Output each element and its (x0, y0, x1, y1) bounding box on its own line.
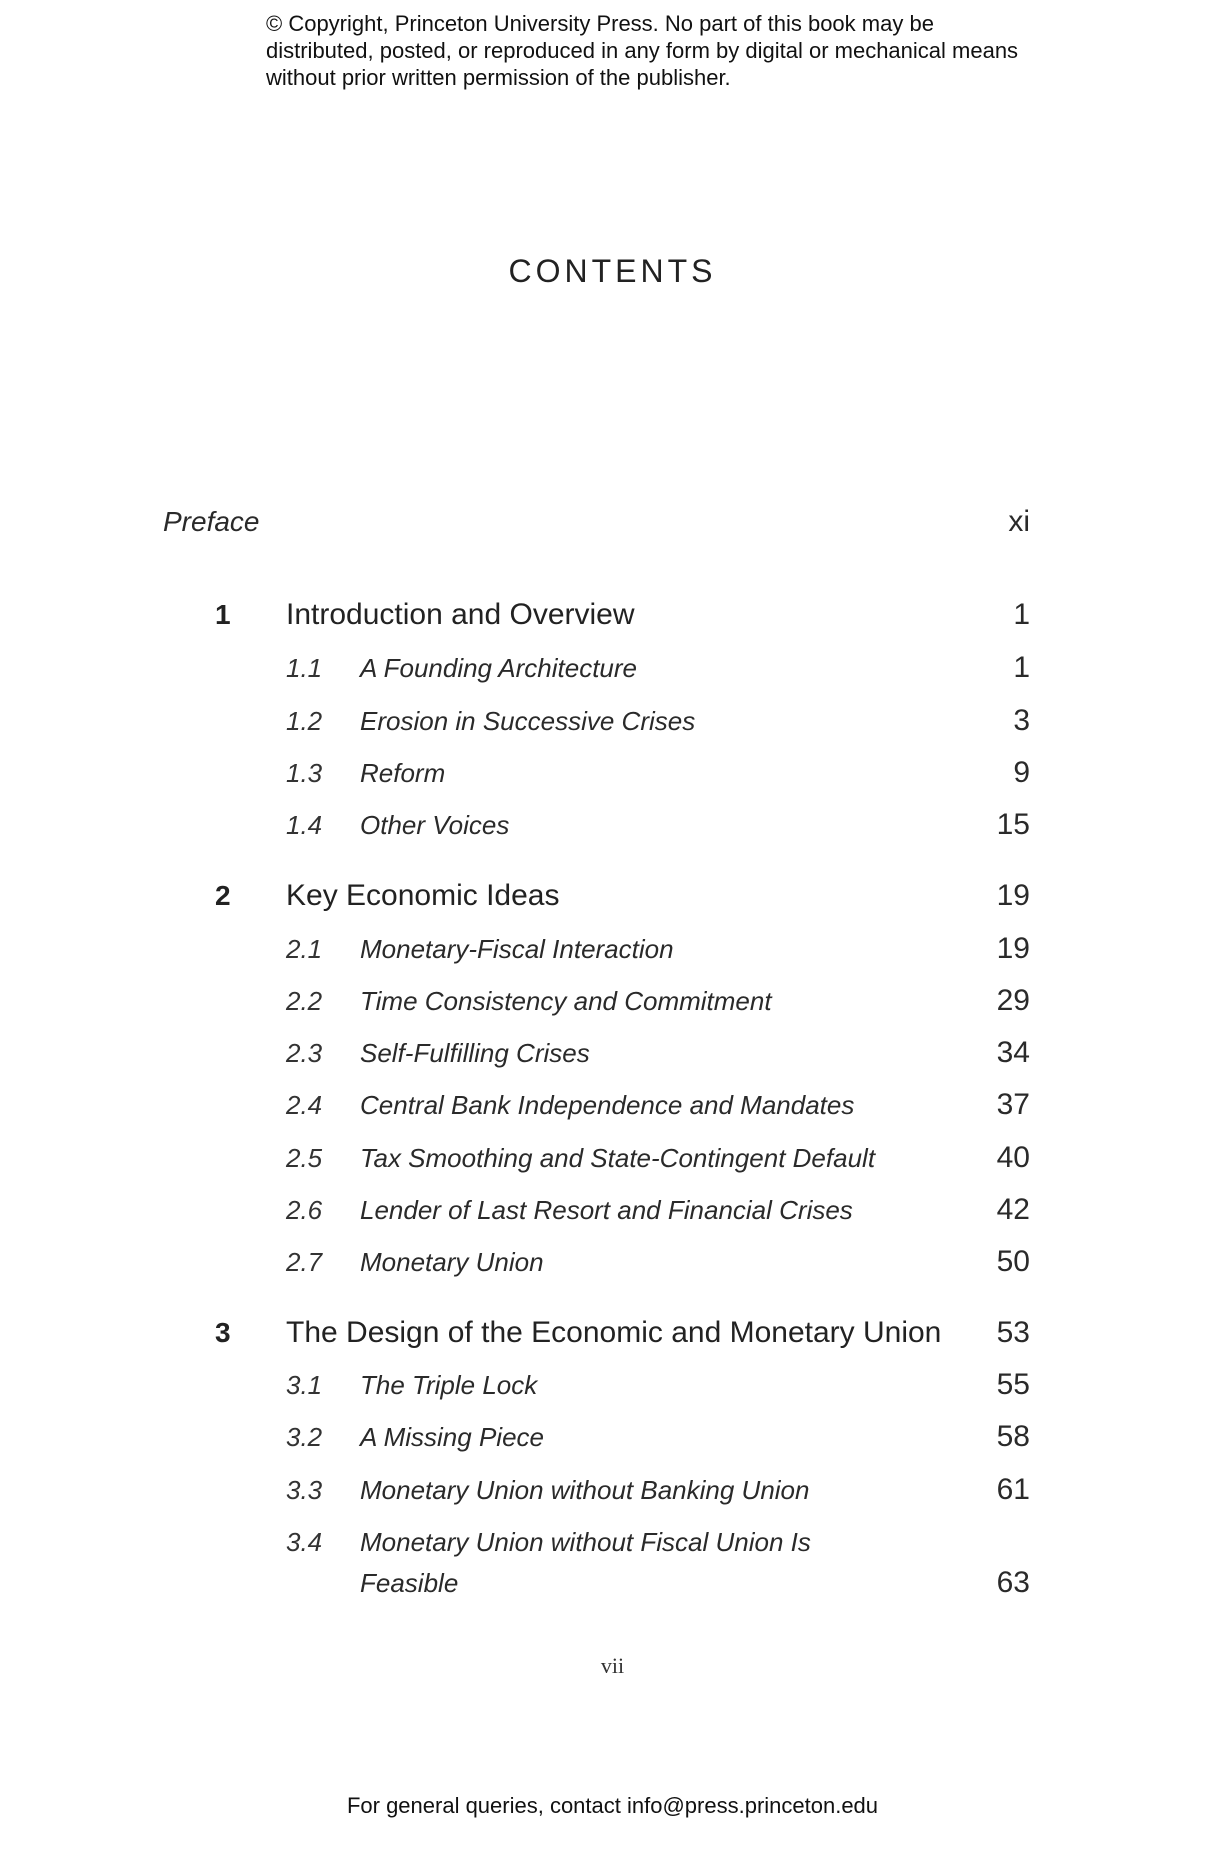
section-title: Erosion in Successive Crises (360, 706, 696, 736)
chapter-title: The Design of the Economic and Monetary Union (286, 1316, 942, 1349)
section-page: 37 (996, 1088, 1030, 1121)
section-number: 2.6 (286, 1195, 323, 1225)
section-title: Monetary Union without Fiscal Union Is (360, 1527, 811, 1557)
chapter-number: 3 (215, 1317, 231, 1348)
section-number: 1.4 (286, 810, 323, 840)
section-number: 3.2 (286, 1422, 323, 1452)
preface-label: Preface (163, 506, 260, 537)
section-number: 3.3 (286, 1475, 323, 1505)
page-title: CONTENTS (508, 253, 717, 289)
section-number: 3.4 (286, 1527, 323, 1557)
section-number: 2.2 (286, 986, 323, 1016)
section-title: Reform (360, 758, 446, 788)
chapter-title: Introduction and Overview (286, 598, 635, 631)
section-title: Monetary-Fiscal Interaction (360, 934, 674, 964)
chapter-number: 1 (215, 599, 231, 630)
section-page: 34 (996, 1036, 1030, 1069)
footer-contact: For general queries, contact info@press.princeton.edu (346, 1793, 879, 1818)
section-number: 2.1 (286, 934, 323, 964)
chapter-page: 53 (996, 1316, 1030, 1349)
chapter-page: 1 (1013, 598, 1030, 631)
section-page: 55 (996, 1368, 1030, 1401)
section-page: 63 (996, 1566, 1030, 1599)
section-number: 2.4 (286, 1090, 323, 1120)
section-page: 40 (996, 1141, 1030, 1174)
section-title-continued: Feasible (360, 1568, 459, 1598)
section-page: 58 (996, 1420, 1030, 1453)
section-title: Self-Fulfilling Crises (360, 1038, 590, 1068)
section-page: 15 (996, 808, 1030, 841)
section-title: A Missing Piece (360, 1422, 544, 1452)
section-title: Monetary Union (360, 1247, 544, 1277)
section-title: A Founding Architecture (360, 653, 637, 683)
section-number: 1.2 (286, 706, 323, 736)
section-page: 50 (996, 1245, 1030, 1278)
section-page: 9 (1013, 756, 1030, 789)
section-title: Other Voices (360, 810, 510, 840)
preface-page: xi (1008, 505, 1030, 538)
section-number: 2.5 (286, 1143, 323, 1173)
section-number: 1.3 (286, 758, 323, 788)
section-title: Central Bank Independence and Mandates (360, 1090, 855, 1120)
copyright-notice: © Copyright, Princeton University Press. No part of this book may be distributed, posted, or reproduced in any form by digital or mechanical means without prior written permission of the publisher. (266, 11, 1019, 90)
section-title: Tax Smoothing and State-Contingent Default (360, 1143, 876, 1173)
section-title: Monetary Union without Banking Union (360, 1475, 810, 1505)
section-number: 1.1 (286, 653, 323, 683)
section-number: 3.1 (286, 1370, 323, 1400)
section-page: 61 (996, 1473, 1030, 1506)
page-number: vii (600, 1653, 625, 1678)
chapter-title: Key Economic Ideas (286, 879, 560, 912)
section-title: Lender of Last Resort and Financial Crises (360, 1195, 853, 1225)
chapter-number: 2 (215, 880, 231, 911)
section-page: 1 (1013, 651, 1030, 684)
chapter-page: 19 (996, 879, 1030, 912)
section-title: Time Consistency and Commitment (360, 986, 772, 1016)
section-page: 19 (996, 932, 1030, 965)
section-number: 2.7 (286, 1247, 323, 1277)
section-number: 2.3 (286, 1038, 323, 1068)
section-page: 29 (996, 984, 1030, 1017)
section-page: 3 (1013, 704, 1030, 737)
section-title: The Triple Lock (360, 1370, 538, 1400)
section-page: 42 (996, 1193, 1030, 1226)
